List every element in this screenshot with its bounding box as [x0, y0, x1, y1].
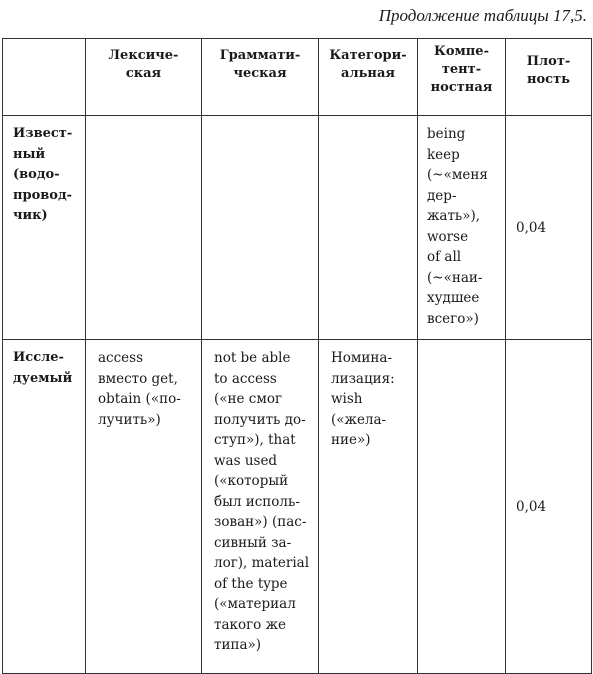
- comparison-table: [2, 38, 592, 674]
- table-row: [3, 116, 592, 340]
- lexical-cell: [86, 116, 202, 340]
- categorial-cell: Номина- лизация: wish («жела- ние»): [319, 340, 418, 674]
- header-categorial: Категори- альная: [319, 39, 418, 116]
- grammatical-cell: [202, 116, 319, 340]
- header-density: Плот- ность: [506, 39, 592, 116]
- grammatical-cell: not be able to access («не смог получить до- ступ»), that was used («который был исполь- зован») (пас- сивный за- лог), material of the type («материал такого же типа»): [202, 340, 319, 674]
- header-lexical: Лексиче- ская: [86, 39, 202, 116]
- lexical-cell: access вместо get, obtain («по- лучить»): [86, 340, 202, 674]
- header-grammatical: Граммати- ческая: [202, 39, 319, 116]
- competence-cell: [418, 340, 506, 674]
- header-row: [3, 39, 592, 116]
- density-cell: 0,04: [506, 340, 592, 674]
- row-label: Иссле- дуемый: [3, 340, 86, 674]
- table-caption: Продолжение таблицы 17,5.: [378, 6, 587, 25]
- row-label: Извест- ный (водо- провод- чик): [3, 116, 86, 340]
- density-cell: 0,04: [506, 116, 592, 340]
- header-corner: [3, 39, 86, 116]
- categorial-cell: [319, 116, 418, 340]
- table-row: [3, 340, 592, 674]
- header-competence: Компе- тент- ностная: [418, 39, 506, 116]
- competence-cell: being keep (~«меня дер- жать»), worse of all (~«наи- худшее всего»): [418, 116, 506, 340]
